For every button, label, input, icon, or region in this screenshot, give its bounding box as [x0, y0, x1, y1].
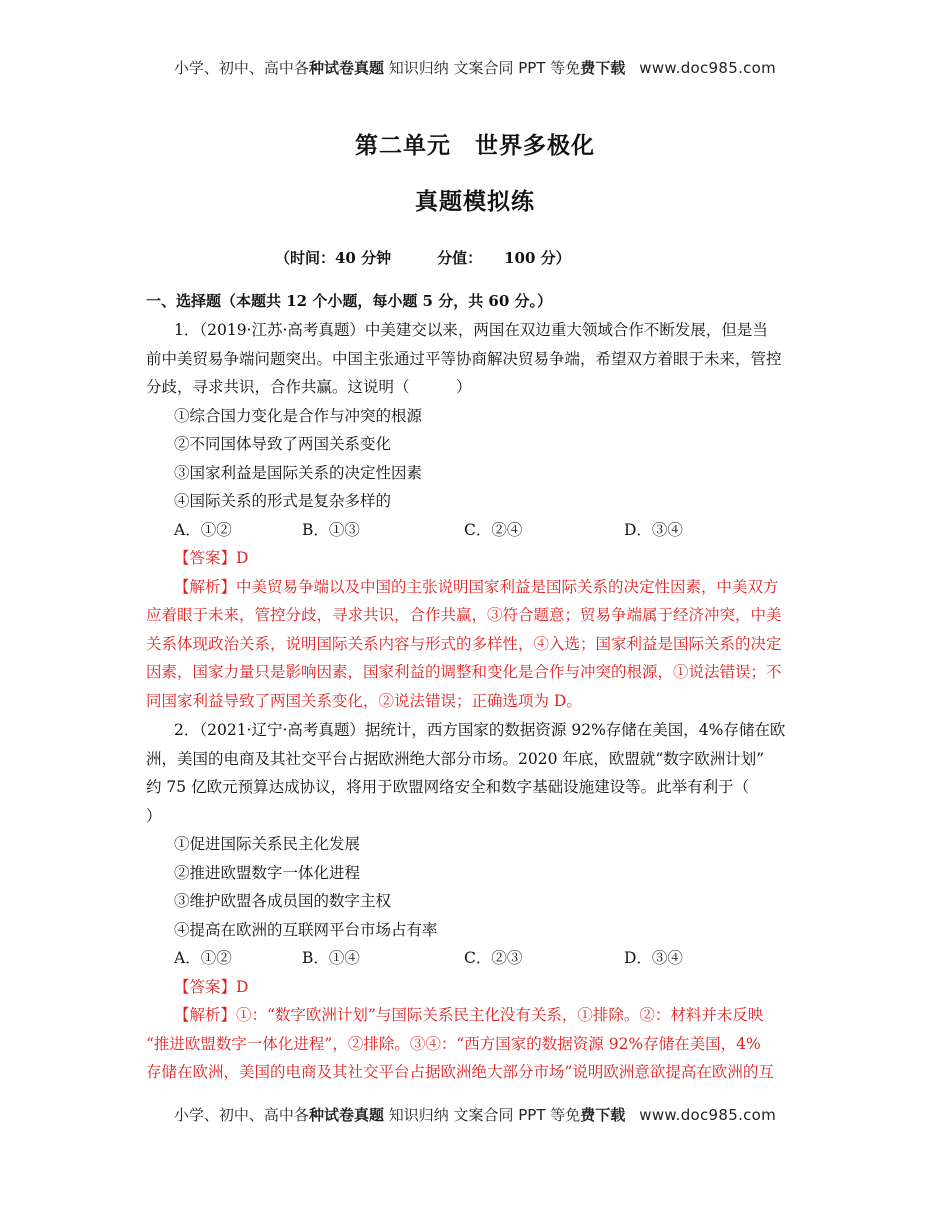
q2-stem-line: 洲，美国的电商及其社交平台占据欧洲绝大部分市场。2020 年底，欧盟就“数字欧洲计划”	[146, 749, 765, 768]
q2-statement: ④提高在欧洲的互联网平台市场占有率	[174, 920, 438, 939]
q1-analysis-line: 因素，国家力量只是影响因素，国家利益的调整和变化是合作与冲突的根源，①说法错误；不	[146, 663, 782, 681]
q1-statement: ①综合国力变化是合作与冲突的根源	[174, 406, 423, 425]
question-2	[146, 716, 811, 1087]
q2-choice-c: C．②③	[464, 949, 523, 967]
banner-site-link[interactable]: www.doc985.com	[639, 1106, 777, 1124]
q1-stem-line: 前中美贸易争端问题突出。中国主张通过平等协商解决贸易争端，希望双方着眼于未来，管控	[146, 349, 782, 368]
q2-statement: ①促进国际关系民主化发展	[174, 835, 361, 853]
q1-analysis-line: 关系体现政治关系，说明国际关系内容与形式的多样性，④入选；国家利益是国际关系的决定	[146, 634, 782, 653]
q2-choice-b: B．①④	[302, 949, 360, 967]
q2-choice-d: D．③④	[624, 949, 683, 967]
banner-text-c: 知识归纳 文案合同 PPT 等免	[383, 1106, 581, 1124]
q2-statement: ②推进欧盟数字一体化进程	[174, 863, 361, 882]
q2-stem-line: ）	[146, 806, 162, 825]
q2-choices	[146, 944, 811, 973]
score-label: 分值：	[437, 249, 483, 267]
banner-site-link[interactable]: www.doc985.com	[639, 59, 777, 77]
exam-info	[275, 247, 571, 268]
q1-stem-line: 1．（2019·江苏·高考真题）中美建交以来，两国在双边重大领域合作不断发展，但是当	[174, 321, 768, 339]
banner-text-b: 种试卷真题	[308, 59, 384, 77]
banner-text-a: 小学、初中、高中各	[173, 1106, 309, 1124]
q1-choice-c: C．②④	[464, 520, 523, 539]
q1-statement: ④国际关系的形式是复杂多样的	[174, 492, 392, 510]
banner-text-b: 种试卷真题	[308, 1106, 384, 1124]
header-banner	[0, 57, 950, 78]
question-1	[146, 316, 811, 715]
footer-banner	[0, 1104, 950, 1125]
q2-analysis-line: “推进欧盟数字一体化进程”，②排除。③④：“西方国家的数据资源 92%存储在美国，4%	[146, 1034, 761, 1053]
banner-text-d: 费下载	[580, 59, 626, 77]
unit-title: 第二单元 世界多极化	[355, 133, 595, 159]
q1-choice-a: A．①②	[174, 520, 232, 539]
q1-stem-line: 分歧，寻求共识，合作共赢。这说明（ ）	[146, 378, 472, 396]
page-subtitle: 真题模拟练	[415, 189, 535, 215]
q1-answer: 【答案】D	[174, 549, 249, 567]
q2-statement: ③维护欧盟各成员国的数字主权	[174, 892, 392, 910]
q2-analysis-line: 【解析】①：“数字欧洲计划”与国际关系民主化没有关系，①排除。②：材料并未反映	[174, 1006, 764, 1024]
q1-analysis-line: 【解析】中美贸易争端以及中国的主张说明国家利益是国际关系的决定性因素，中美双方	[174, 577, 779, 596]
banner-text-a: 小学、初中、高中各	[173, 59, 309, 77]
q1-statement: ③国家利益是国际关系的决定性因素	[174, 463, 423, 482]
q1-choice-b: B．①③	[302, 520, 360, 539]
q2-answer: 【答案】D	[174, 977, 249, 996]
q2-stem-line: 2．（2021·辽宁·高考真题）据统计，西方国家的数据资源 92%存储在美国，4%存储在欧	[174, 721, 786, 739]
q1-analysis-line: 应着眼于未来，管控分歧，寻求共识，合作共赢，③符合题意；贸易争端属于经济冲突，中美	[146, 606, 782, 624]
banner-text-c: 知识归纳 文案合同 PPT 等免	[383, 59, 581, 77]
q2-stem-line: 约 75 亿欧元预算达成协议，将用于欧盟网络安全和数字基础设施建设等。此举有利于（	[146, 778, 750, 796]
q1-choice-d: D．③④	[624, 520, 683, 539]
q1-analysis-line: 同国家利益导致了两国关系变化，②说法错误；正确选项为 D。	[146, 691, 582, 710]
q1-statement: ②不同国体导致了两国关系变化	[174, 435, 392, 453]
banner-text-d: 费下载	[580, 1106, 626, 1124]
score-value: 100 分）	[504, 249, 571, 267]
q2-analysis-line: 存储在欧洲，美国的电商及其社交平台占据欧洲绝大部分市场”说明欧洲意欲提高在欧洲的互	[146, 1063, 774, 1081]
q2-choice-a: A．①②	[174, 949, 232, 967]
q1-choices	[146, 516, 811, 545]
time-label: （时间：40 分钟	[275, 249, 392, 267]
section-heading: 一、选择题（本题共 12 个小题，每小题 5 分，共 60 分。）	[146, 292, 553, 310]
